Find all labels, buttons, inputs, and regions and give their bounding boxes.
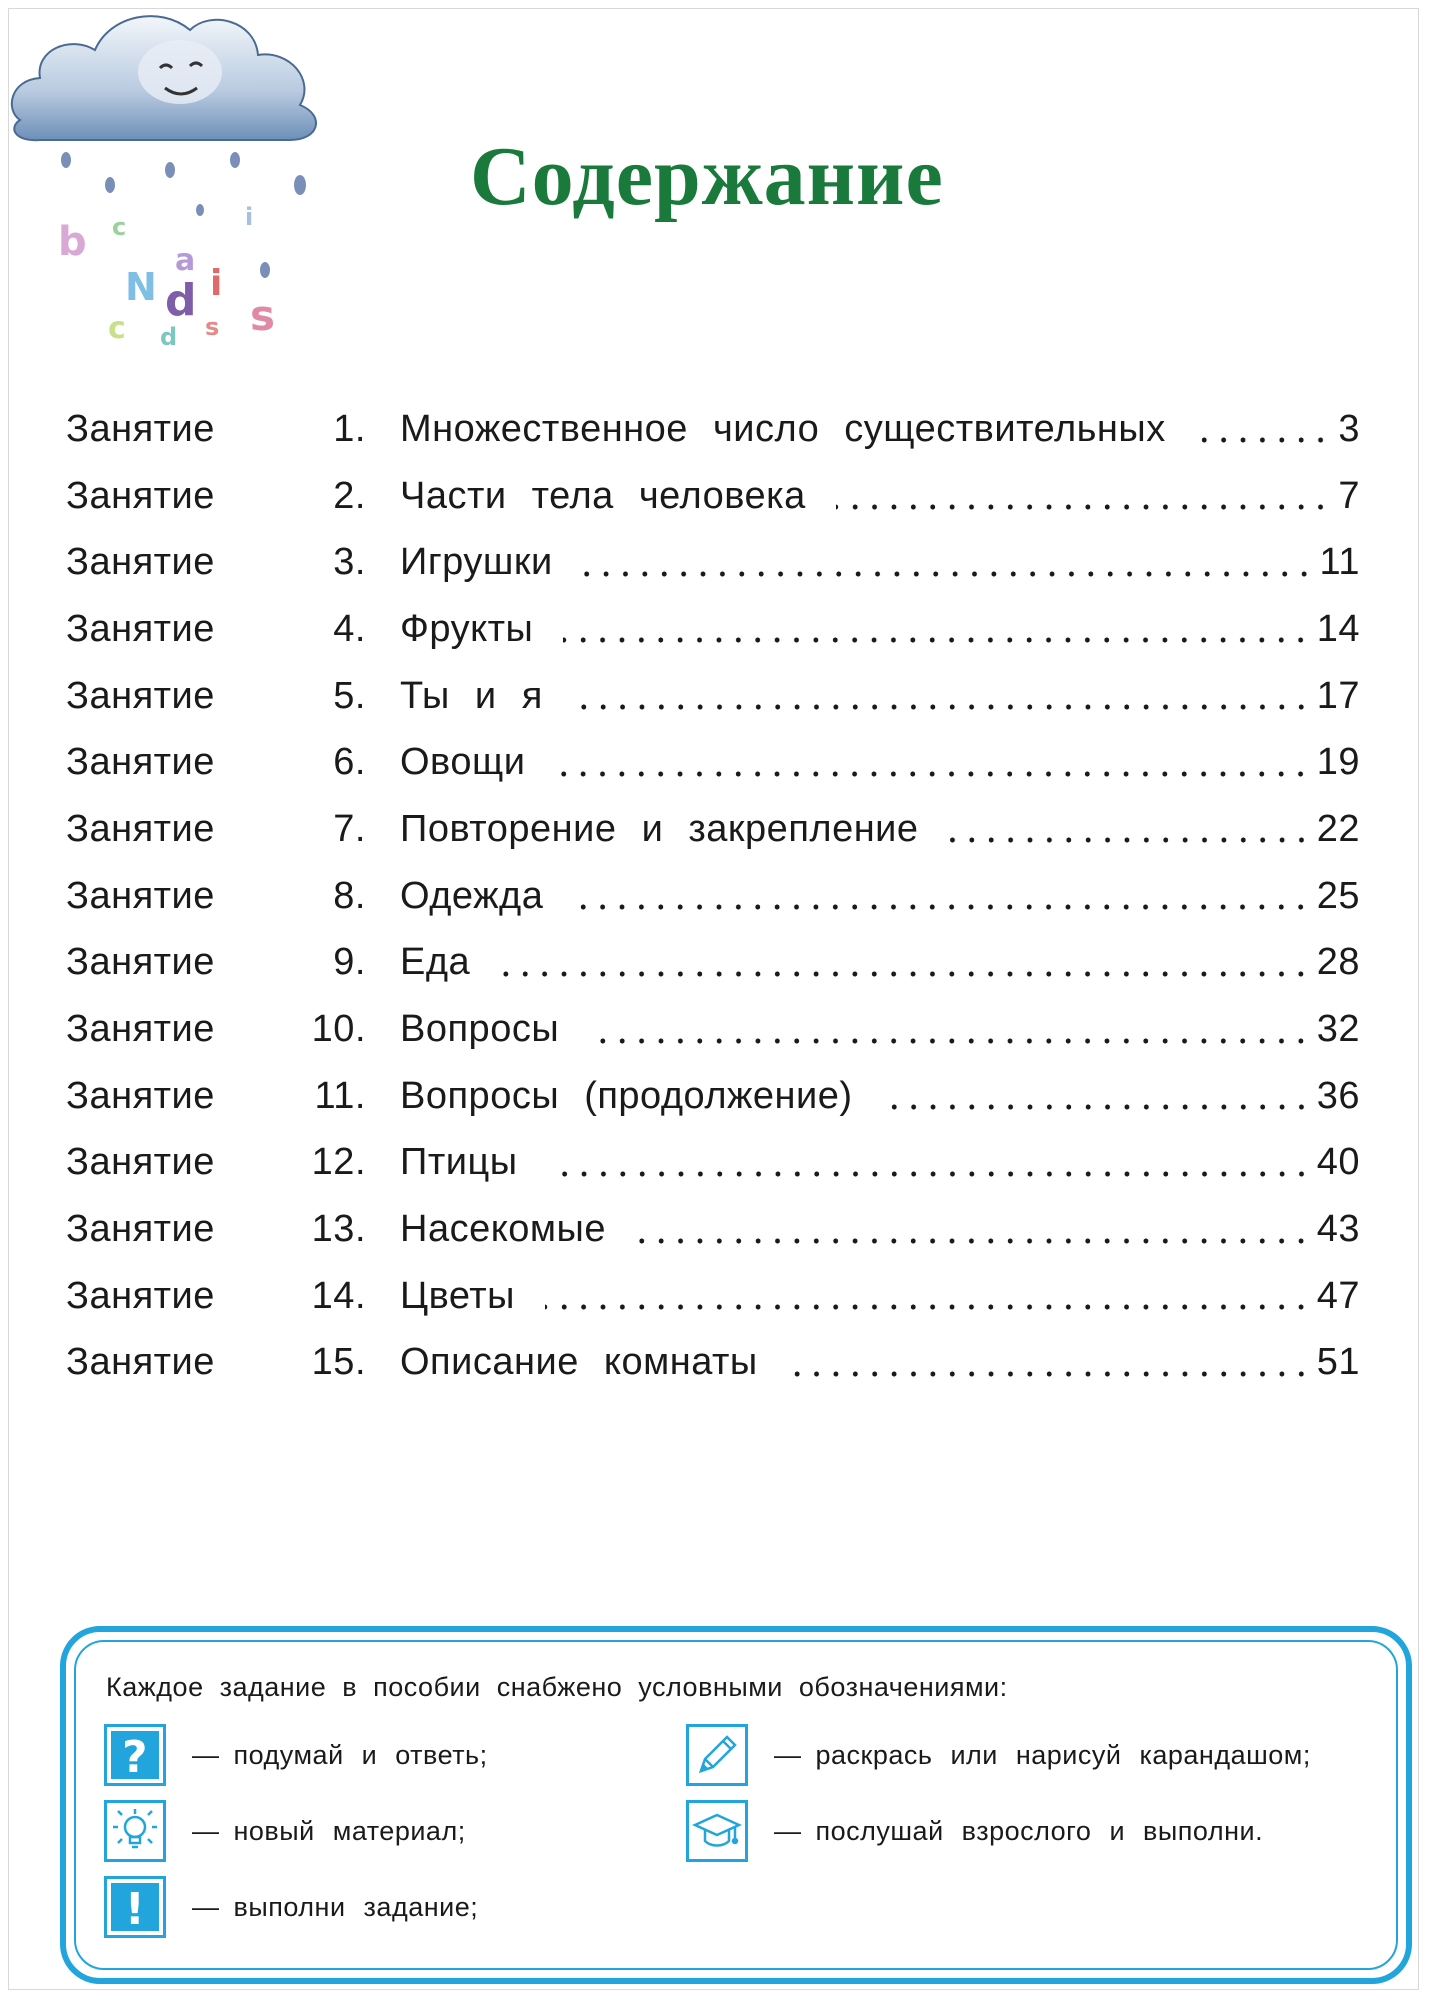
toc-row[interactable] xyxy=(66,930,1360,997)
svg-text:b: b xyxy=(58,219,87,265)
toc-lesson-number: 15. xyxy=(311,1341,366,1384)
toc-row[interactable] xyxy=(66,796,1360,863)
toc-row[interactable] xyxy=(66,529,1360,596)
toc-lesson-title: Цветы xyxy=(400,1274,515,1317)
toc-page-number: 28 xyxy=(1316,941,1360,984)
toc-page-number: 43 xyxy=(1316,1208,1360,1251)
toc-leader-dots xyxy=(583,544,1314,582)
toc-page-number: 51 xyxy=(1316,1341,1360,1384)
toc-lesson-number: 6. xyxy=(333,741,366,784)
svg-text:d: d xyxy=(160,323,178,351)
toc-row[interactable] xyxy=(66,996,1360,1063)
toc-lesson-title: Овощи xyxy=(400,741,526,784)
toc-row[interactable] xyxy=(66,1063,1360,1130)
svg-text:i: i xyxy=(210,263,223,304)
legend-dash: — xyxy=(774,1815,802,1846)
toc-leader-dots xyxy=(545,1277,1311,1315)
toc-page-number: 14 xyxy=(1316,607,1360,650)
toc-lesson-number: 10. xyxy=(311,1008,366,1051)
toc-lesson-word: Занятие xyxy=(66,1141,215,1184)
legend-dash: — xyxy=(192,1891,220,1922)
exclamation-icon xyxy=(104,1876,166,1938)
svg-text:i: i xyxy=(245,203,254,231)
toc-lesson-number: 5. xyxy=(333,674,366,717)
toc-lesson-number: 1. xyxy=(333,407,366,450)
svg-text:s: s xyxy=(250,291,275,340)
legend-text: выполни задание; xyxy=(233,1891,479,1922)
toc-lesson-title: Множественное число существительных xyxy=(400,407,1166,450)
svg-text:a: a xyxy=(175,243,196,278)
toc-lesson-number: 11. xyxy=(314,1074,366,1117)
toc-lesson-title: Еда xyxy=(400,941,471,984)
toc-lesson-word: Занятие xyxy=(66,1341,215,1384)
legend-dash: — xyxy=(192,1815,220,1846)
toc-lesson-word: Занятие xyxy=(66,1008,215,1051)
toc-lesson-word: Занятие xyxy=(66,674,215,717)
toc-lesson-title: Птицы xyxy=(400,1141,518,1184)
toc-leader-dots xyxy=(883,1077,1311,1115)
toc-leader-dots xyxy=(636,1211,1311,1249)
toc-lesson-word: Занятие xyxy=(66,541,215,584)
legend-dash: — xyxy=(774,1739,802,1770)
toc-leader-dots xyxy=(500,944,1311,982)
toc-leader-dots xyxy=(573,877,1310,915)
toc-lesson-number: 3. xyxy=(333,541,366,584)
legend-text: раскрась или нарисуй карандашом; xyxy=(815,1739,1311,1770)
toc-lesson-title: Вопросы (продолжение) xyxy=(400,1074,853,1117)
legend-intro: Каждое задание в пособии снабжено условными обозначениями: xyxy=(106,1672,1008,1702)
toc-lesson-title: Насекомые xyxy=(400,1208,606,1251)
toc-row[interactable] xyxy=(66,1196,1360,1263)
toc-lesson-number: 12. xyxy=(311,1141,366,1184)
toc-lesson-title: Описание комнаты xyxy=(400,1341,758,1384)
svg-text:?: ? xyxy=(121,1732,149,1781)
page-title: Содержание xyxy=(470,130,944,223)
toc-row[interactable] xyxy=(66,1263,1360,1330)
toc-page-number: 7 xyxy=(1338,474,1360,517)
cloud-illustration xyxy=(0,0,340,370)
toc-lesson-word: Занятие xyxy=(66,1074,215,1117)
toc-lesson-number: 7. xyxy=(333,807,366,850)
toc-row[interactable] xyxy=(66,463,1360,530)
toc-row[interactable] xyxy=(66,1130,1360,1197)
toc-lesson-title: Повторение и закрепление xyxy=(400,807,919,850)
toc-page-number: 22 xyxy=(1316,807,1360,850)
toc-lesson-word: Занятие xyxy=(66,1208,215,1251)
toc-lesson-number: 8. xyxy=(333,874,366,917)
svg-text:d: d xyxy=(165,275,197,326)
svg-text:!: ! xyxy=(124,1884,146,1933)
toc-lesson-word: Занятие xyxy=(66,407,215,450)
table-of-contents xyxy=(66,396,1360,1396)
svg-text:c: c xyxy=(108,311,126,346)
toc-leader-dots xyxy=(555,744,1310,782)
question-icon xyxy=(104,1724,166,1786)
svg-text:c: c xyxy=(112,213,127,241)
toc-lesson-word: Занятие xyxy=(66,607,215,650)
toc-lesson-word: Занятие xyxy=(66,874,215,917)
toc-page-number: 19 xyxy=(1316,741,1360,784)
toc-lesson-word: Занятие xyxy=(66,1274,215,1317)
legend-item-new-material xyxy=(104,1800,466,1862)
toc-lesson-word: Занятие xyxy=(66,941,215,984)
toc-lesson-word: Занятие xyxy=(66,807,215,850)
lightbulb-icon xyxy=(104,1800,166,1862)
toc-page-number: 40 xyxy=(1316,1141,1360,1184)
toc-lesson-title: Фрукты xyxy=(400,607,534,650)
toc-page-number: 47 xyxy=(1316,1274,1360,1317)
toc-lesson-number: 9. xyxy=(333,941,366,984)
graduation-cap-icon xyxy=(686,1800,748,1862)
toc-leader-dots xyxy=(548,1144,1311,1182)
toc-lesson-word: Занятие xyxy=(66,741,215,784)
toc-lesson-number: 2. xyxy=(333,474,366,517)
toc-row[interactable] xyxy=(66,729,1360,796)
legend-item-do-task xyxy=(104,1876,478,1938)
legend-text: подумай и ответь; xyxy=(233,1739,488,1770)
legend-item-draw xyxy=(686,1724,1311,1786)
legend-text: новый материал; xyxy=(233,1815,466,1846)
legend-text: послушай взрослого и выполни. xyxy=(815,1815,1264,1846)
toc-page-number: 32 xyxy=(1316,1008,1360,1051)
toc-page-number: 17 xyxy=(1316,674,1360,717)
toc-lesson-title: Игрушки xyxy=(400,541,553,584)
toc-page-number: 25 xyxy=(1316,874,1360,917)
legend-item-listen xyxy=(686,1800,1263,1862)
toc-lesson-title: Одежда xyxy=(400,874,544,917)
toc-leader-dots xyxy=(573,677,1311,715)
toc-row[interactable] xyxy=(66,596,1360,663)
toc-row[interactable] xyxy=(66,1330,1360,1397)
svg-text:s: s xyxy=(205,313,220,341)
svg-text:N: N xyxy=(125,265,157,309)
toc-page-number: 36 xyxy=(1316,1074,1360,1117)
toc-page-number: 3 xyxy=(1338,407,1360,450)
toc-leader-dots xyxy=(788,1344,1311,1382)
pencil-icon xyxy=(686,1724,748,1786)
toc-leader-dots xyxy=(563,610,1310,648)
toc-lesson-number: 14. xyxy=(311,1274,366,1317)
toc-lesson-number: 4. xyxy=(333,607,366,650)
toc-leader-dots xyxy=(836,477,1330,515)
toc-leader-dots xyxy=(589,1011,1311,1049)
toc-row[interactable] xyxy=(66,663,1360,730)
toc-lesson-title: Ты и я xyxy=(400,674,543,717)
legend-dash: — xyxy=(192,1739,220,1770)
toc-lesson-title: Части тела человека xyxy=(400,474,806,517)
toc-page-number: 11 xyxy=(1319,541,1360,584)
legend-item-think xyxy=(104,1724,488,1786)
toc-lesson-word: Занятие xyxy=(66,474,215,517)
toc-lesson-number: 13. xyxy=(311,1208,366,1251)
toc-leader-dots xyxy=(1196,410,1330,448)
toc-row[interactable] xyxy=(66,863,1360,930)
toc-lesson-title: Вопросы xyxy=(400,1008,560,1051)
toc-leader-dots xyxy=(949,810,1311,848)
toc-row[interactable] xyxy=(66,396,1360,463)
